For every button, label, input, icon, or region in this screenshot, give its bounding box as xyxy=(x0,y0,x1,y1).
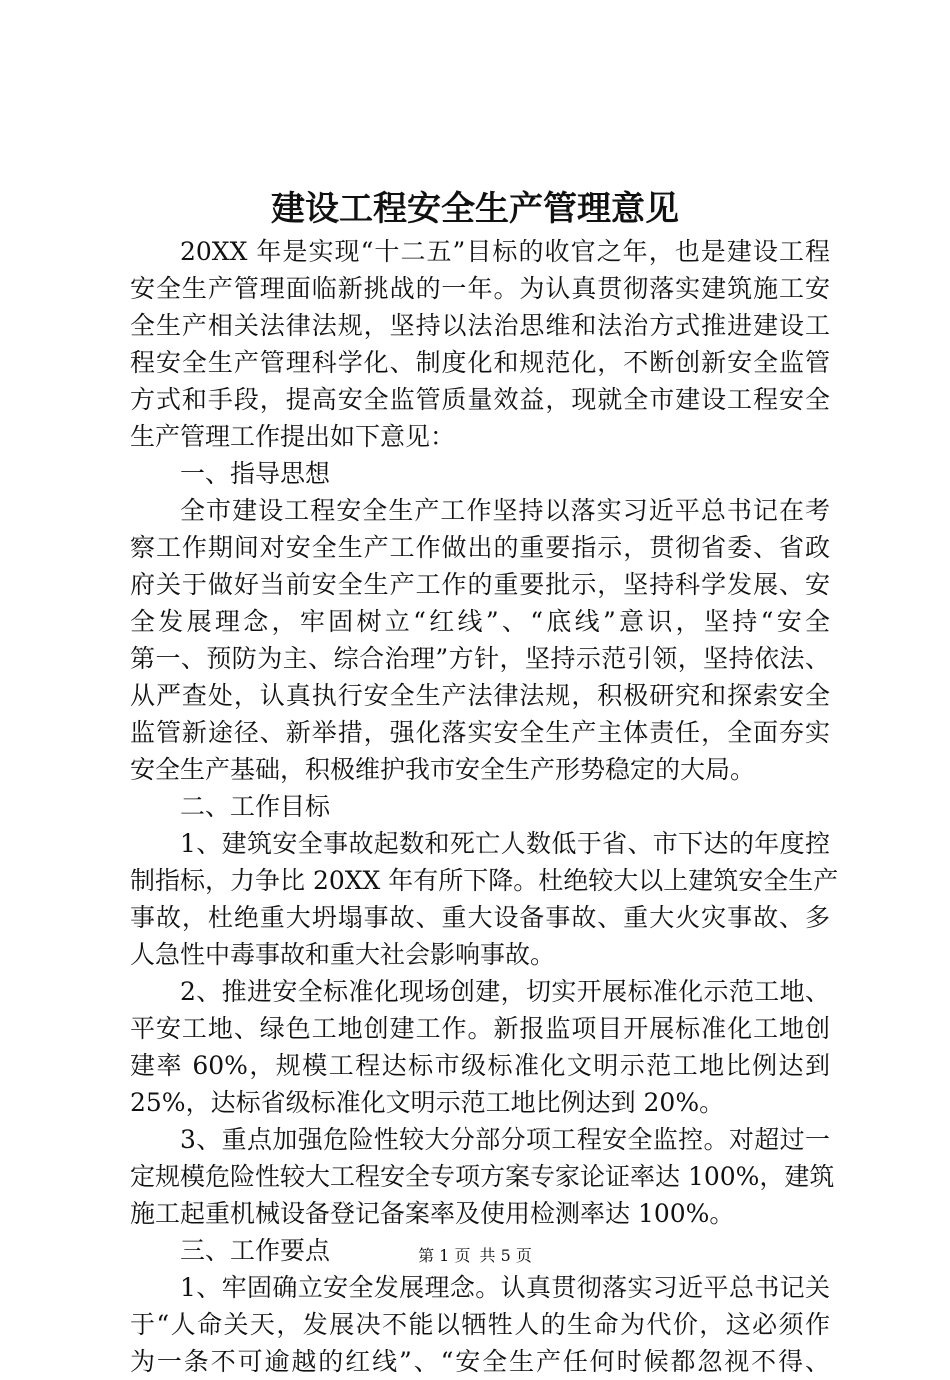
body-line: 全市建设工程安全生产工作坚持以落实习近平总书记在考 xyxy=(180,496,830,525)
body-line: 于“人命关天，发展决不能以牺牲人的生命为代价，这必须作 xyxy=(130,1310,830,1339)
body-line: 二、工作目标 xyxy=(180,792,331,821)
body-line: 定规模危险性较大工程安全专项方案专家论证率达 100%，建筑 xyxy=(130,1162,835,1191)
body-line: 第一、预防为主、综合治理”方针，坚持示范引领，坚持依法、 xyxy=(130,644,830,673)
body-line: 25%，达标省级标准化文明示范工地比例达到 20%。 xyxy=(130,1088,725,1117)
body-line: 2、推进安全标准化现场创建，切实开展标准化示范工地、 xyxy=(180,977,830,1006)
body-line: 20XX 年是实现“十二五”目标的收官之年，也是建设工程 xyxy=(180,237,830,266)
body-line: 生产管理工作提出如下意见： xyxy=(130,422,456,451)
body-line: 为一条不可逾越的红线”、“安全生产任何时候都忽视不得、 xyxy=(130,1347,830,1376)
body-line: 程安全生产管理科学化、制度化和规范化，不断创新安全监管 xyxy=(130,348,830,377)
body-line: 全生产相关法律法规，坚持以法治思维和法治方式推进建设工 xyxy=(130,311,830,340)
body-line: 人急性中毒事故和重大社会影响事故。 xyxy=(130,940,556,969)
body-line: 安全生产基础，积极维护我市安全生产形势稳定的大局。 xyxy=(130,755,756,784)
body-line: 察工作期间对安全生产工作做出的重要指示，贯彻省委、省政 xyxy=(130,533,830,562)
body-line: 全发展理念，牢固树立“红线”、“底线”意识，坚持“安全 xyxy=(130,607,830,636)
body-line: 从严查处，认真执行安全生产法律法规，积极研究和探索安全 xyxy=(130,681,830,710)
body-line: 一、指导思想 xyxy=(180,459,331,488)
body-line: 府关于做好当前安全生产工作的重要批示，坚持科学发展、安 xyxy=(130,570,830,599)
document-body xyxy=(130,233,839,1380)
body-line: 监管新途径、新举措，强化落实安全生产主体责任，全面夯实 xyxy=(130,718,830,747)
body-line: 事故，杜绝重大坍塌事故、重大设备事故、重大火灾事故、多 xyxy=(130,903,830,932)
body-line: 施工起重机械设备登记备案率及使用检测率达 100%。 xyxy=(130,1199,735,1228)
body-line: 三、工作要点 xyxy=(180,1236,331,1265)
document-title: 建设工程安全生产管理意见 xyxy=(271,189,679,229)
page-total: 共 5 页 xyxy=(479,1246,532,1265)
page-number: 第 1 页 xyxy=(418,1246,471,1265)
body-line: 建率 60%，规模工程达标市级标准化文明示范工地比例达到 xyxy=(130,1051,830,1080)
body-line: 安全生产管理面临新挑战的一年。为认真贯彻落实建筑施工安 xyxy=(130,274,830,303)
body-line: 方式和手段，提高安全监管质量效益，现就全市建设工程安全 xyxy=(130,385,830,414)
body-line: 3、重点加强危险性较大分部分项工程安全监控。对超过一 xyxy=(180,1125,830,1154)
body-line: 1、建筑安全事故起数和死亡人数低于省、市下达的年度控 xyxy=(180,829,830,858)
body-line: 1、牢固确立安全发展理念。认真贯彻落实习近平总书记关 xyxy=(180,1273,830,1302)
body-line: 平安工地、绿色工地创建工作。新报监项目开展标准化工地创 xyxy=(130,1014,830,1043)
body-line: 制指标，力争比 20XX 年有所下降。杜绝较大以上建筑安全生产 xyxy=(130,866,839,895)
page-footer xyxy=(0,1244,950,1268)
